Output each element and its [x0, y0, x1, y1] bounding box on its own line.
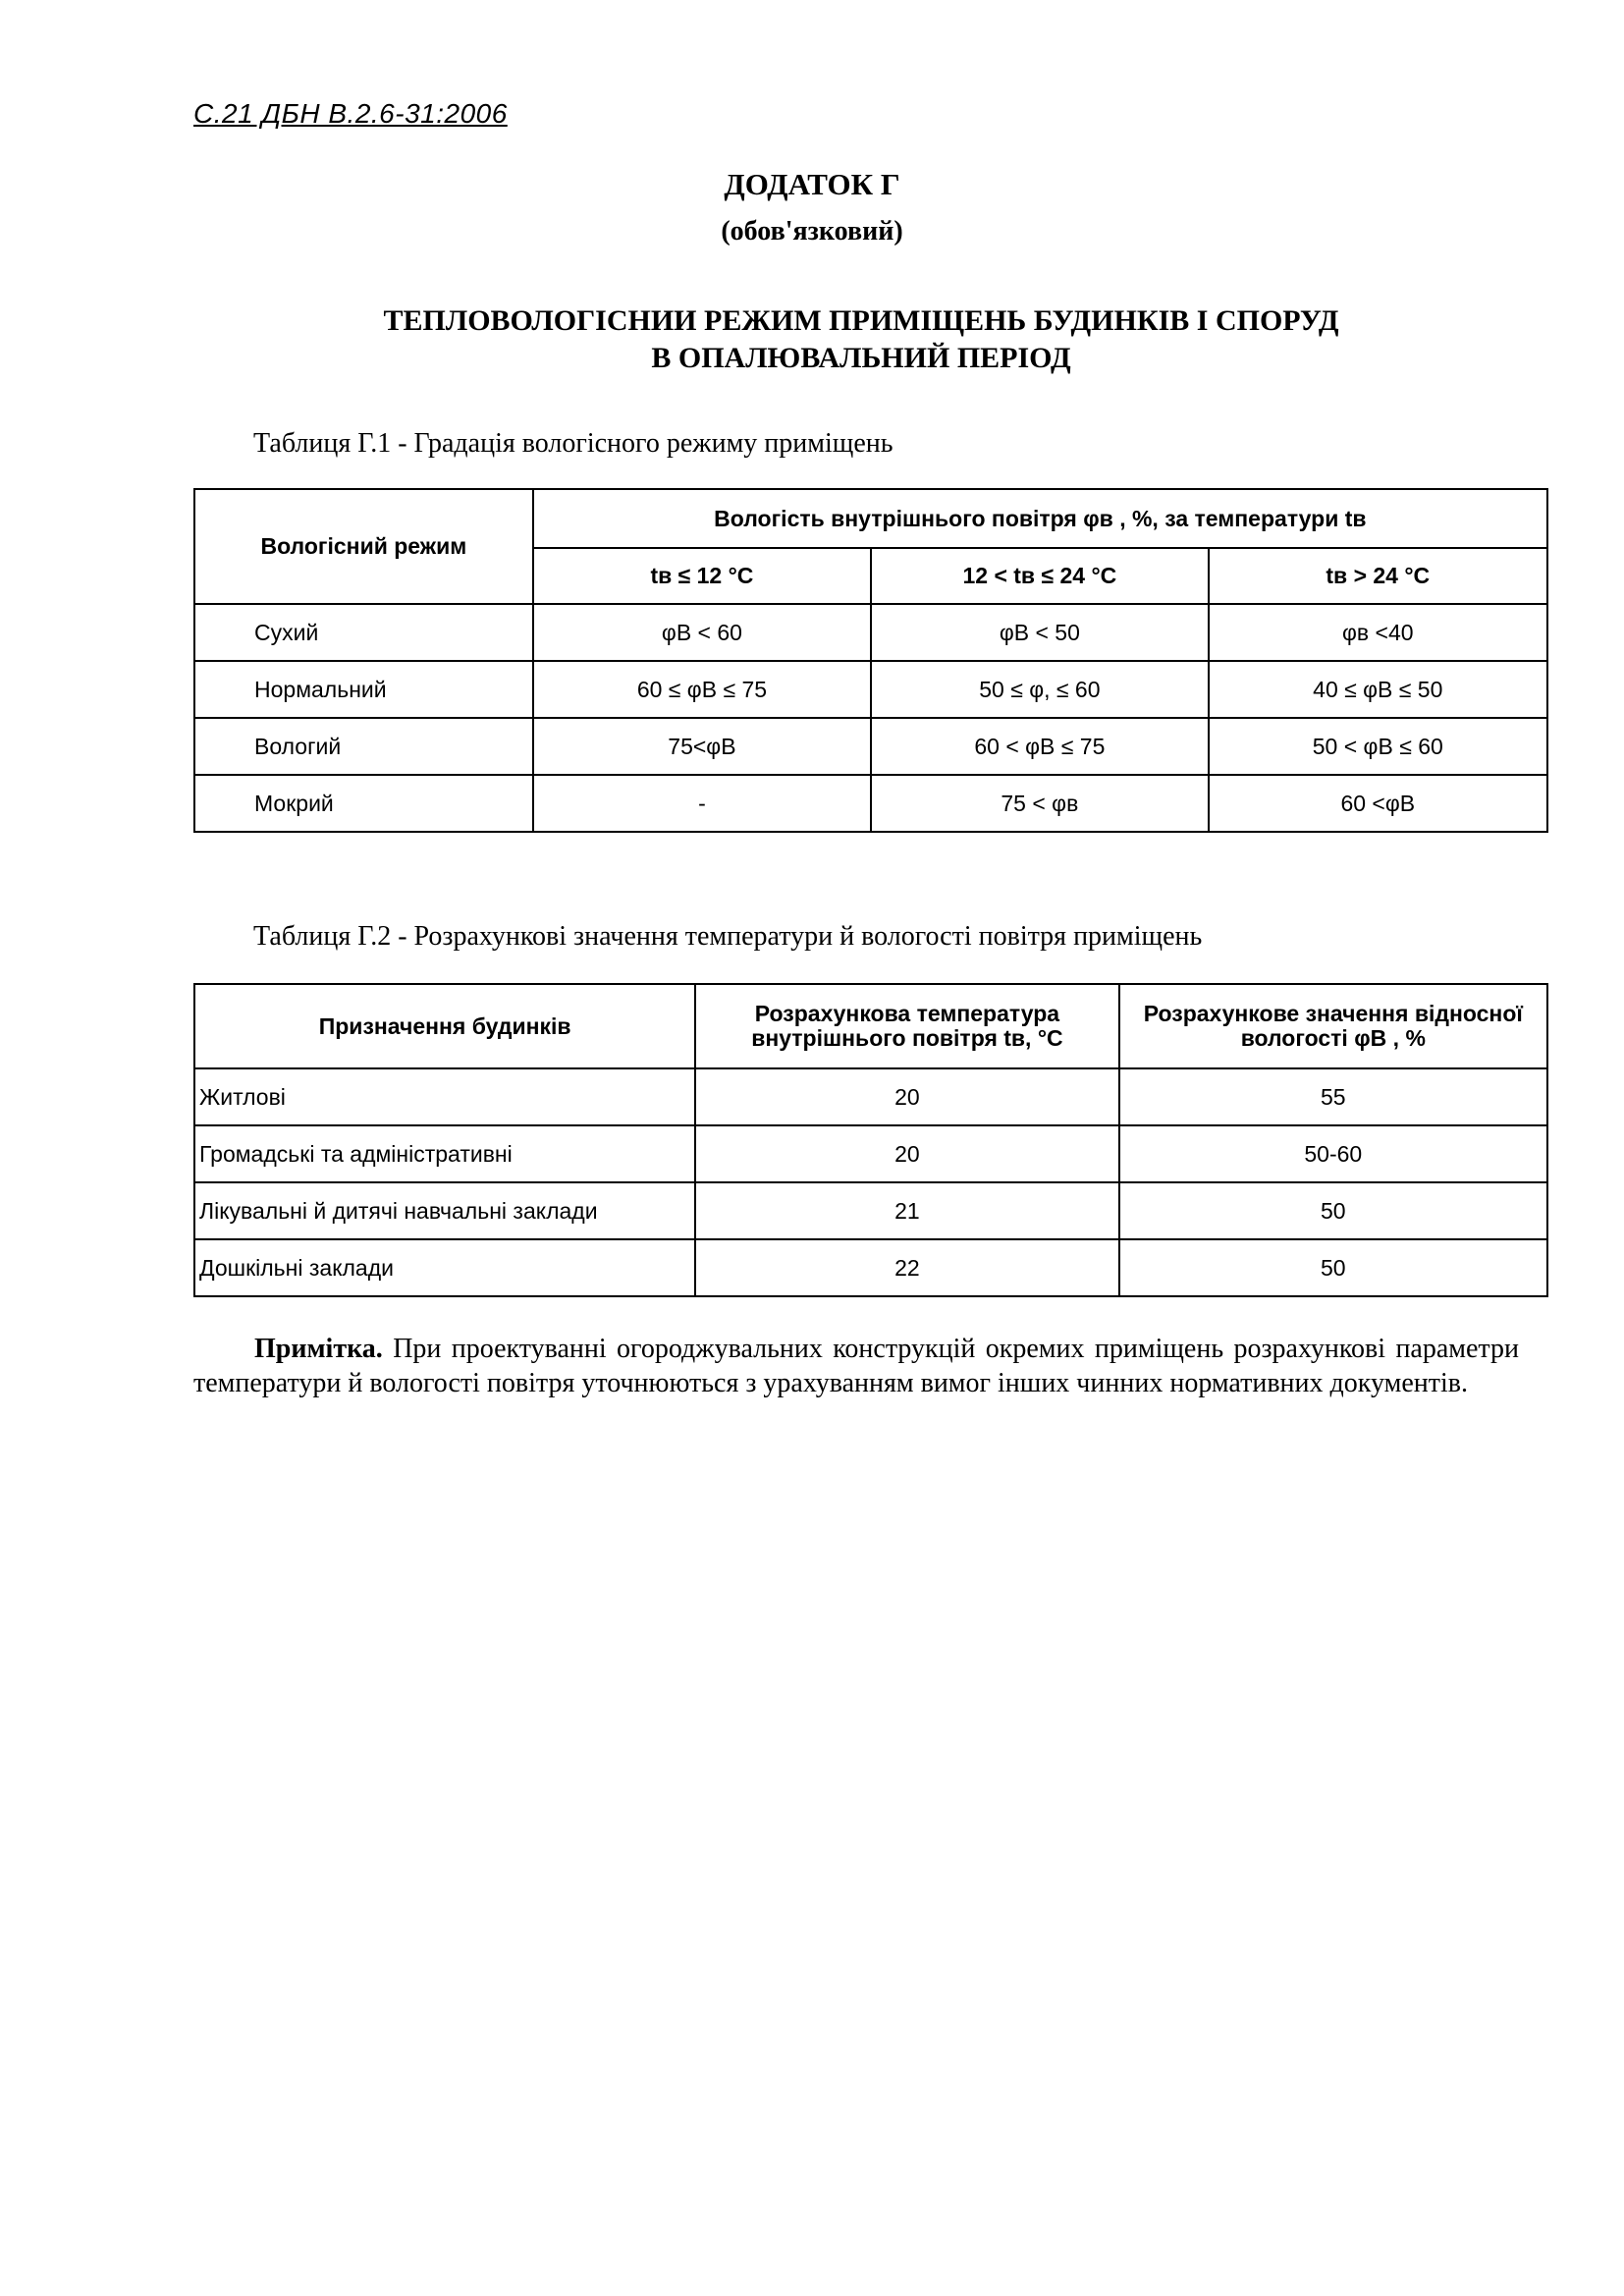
row-label: Лікувальні й дитячі навчальні заклади [194, 1182, 695, 1239]
main-title-line-2: В ОПАЛЮВАЛЬНИЙ ПЕРІОД [651, 342, 1071, 374]
table-cell: 60 ≤ φВ ≤ 75 [533, 661, 871, 718]
row-label: Громадські та адміністративні [194, 1125, 695, 1182]
table-cell: φВ < 50 [871, 604, 1208, 661]
header-indoor-humidity: Вологість внутрішнього повітря φв , %, за температури tв [533, 489, 1547, 548]
table-cell: 21 [695, 1182, 1118, 1239]
row-label: Мокрий [194, 775, 533, 832]
note-text: При проектуванні огороджувальних конструкцій окремих приміщень розрахункові параметри температури й вологості повітря уточнюються з урахуванням вимог інших чинних нормативних документів. [193, 1334, 1519, 1398]
table-cell: 50 [1119, 1239, 1547, 1296]
header-humidity-regime: Вологісний режим [194, 489, 533, 604]
table-row [194, 718, 1547, 775]
row-label: Вологий [194, 718, 533, 775]
table-cell: 50 [1119, 1182, 1547, 1239]
row-label: Нормальний [194, 661, 533, 718]
row-label: Житлові [194, 1068, 695, 1125]
table-cell: 20 [695, 1125, 1118, 1182]
annex-title: ДОДАТОК Г [724, 167, 900, 201]
table2-caption: Таблиця Г.2 - Розрахункові значення температури й вологості повітря приміщень [253, 921, 1203, 952]
table-cell: 22 [695, 1239, 1118, 1296]
table-row [194, 604, 1547, 661]
table-cell: 50 < φВ ≤ 60 [1209, 718, 1547, 775]
design-conditions-table [193, 983, 1548, 1297]
table1-caption: Таблиця Г.1 - Градація вологісного режиму приміщень [253, 428, 893, 459]
table-row [194, 1239, 1547, 1296]
note-paragraph [193, 1332, 1519, 1400]
table-cell: 50 ≤ φ, ≤ 60 [871, 661, 1208, 718]
row-label: Дошкільні заклади [194, 1239, 695, 1296]
subheader-temp-range: tв > 24 °C [1209, 548, 1547, 604]
table-cell: 60 < φВ ≤ 75 [871, 718, 1208, 775]
table-cell: 50-60 [1119, 1125, 1547, 1182]
table-cell: 40 ≤ φВ ≤ 50 [1209, 661, 1547, 718]
table-cell: - [533, 775, 871, 832]
header-building-purpose: Призначення будинків [194, 984, 695, 1068]
table-cell: 60 <φВ [1209, 775, 1547, 832]
table-cell: φв <40 [1209, 604, 1547, 661]
row-label: Сухий [194, 604, 533, 661]
table-row [194, 1125, 1547, 1182]
table-row [194, 775, 1547, 832]
table-row [194, 661, 1547, 718]
header-design-temperature: Розрахункова температура внутрішнього повітря tв, °С [695, 984, 1118, 1068]
header-design-humidity: Розрахункове значення відносної вологості φВ , % [1119, 984, 1547, 1068]
subheader-temp-range: tв ≤ 12 °C [533, 548, 871, 604]
table-cell: 55 [1119, 1068, 1547, 1125]
main-title-line-1: ТЕПЛОВОЛОГІСНИИ РЕЖИМ ПРИМІЩЕНЬ БУДИНКІВ І СПОРУД [383, 304, 1339, 337]
table-row [194, 1068, 1547, 1125]
table-cell: φВ < 60 [533, 604, 871, 661]
table-cell: 75 < φв [871, 775, 1208, 832]
table-cell: 75<φВ [533, 718, 871, 775]
subheader-temp-range: 12 < tв ≤ 24 °C [871, 548, 1208, 604]
humidity-regime-table [193, 488, 1548, 833]
page-header-reference: С.21 ДБН В.2.6-31:2006 [193, 98, 508, 129]
table-row [194, 1182, 1547, 1239]
table-cell: 20 [695, 1068, 1118, 1125]
main-title [0, 302, 1624, 377]
annex-subtitle: (обов'язковий) [721, 216, 903, 246]
note-label: Примітка. [254, 1334, 383, 1364]
